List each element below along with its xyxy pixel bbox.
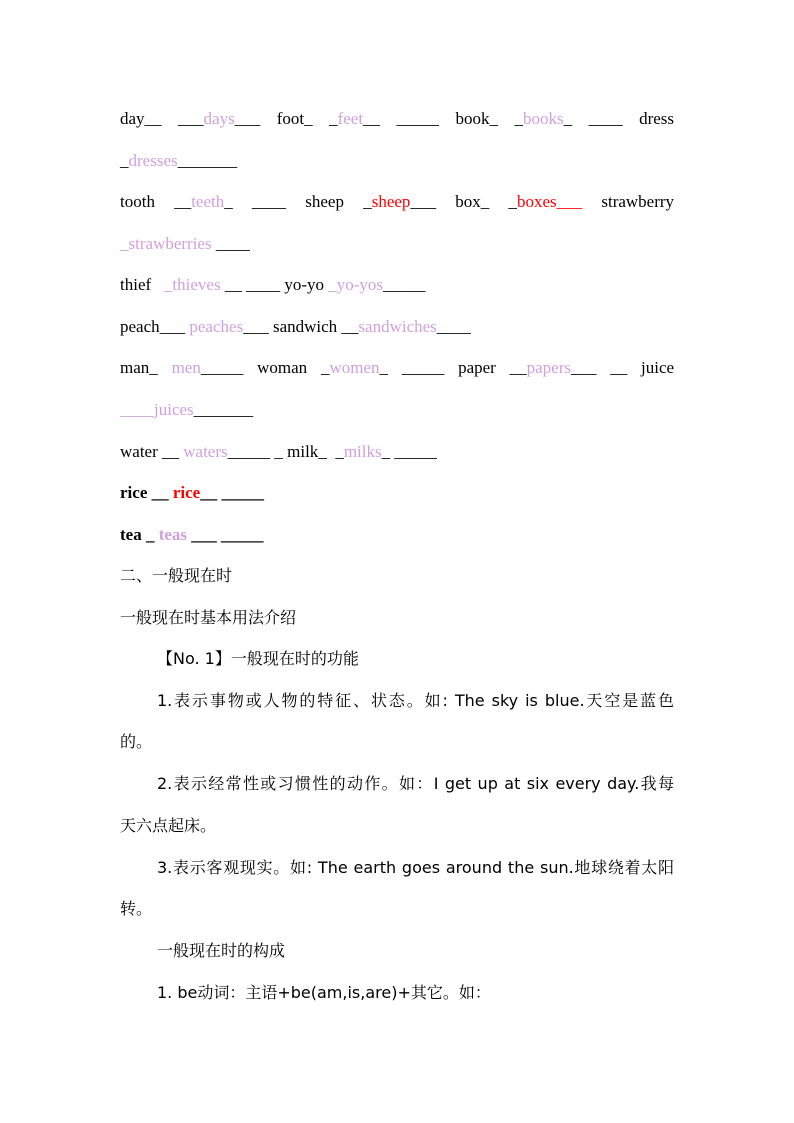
blank: _ _: [318, 442, 344, 461]
section-heading: 二、一般现在时: [120, 566, 233, 585]
blank: ___ _____: [187, 525, 264, 544]
answer-women: women: [329, 358, 380, 377]
blank: ___: [159, 317, 190, 336]
word-foot: foot: [276, 109, 305, 128]
word-tea: tea: [120, 525, 142, 544]
blank: _: [149, 358, 172, 377]
exercise-line-11: [120, 524, 674, 546]
blank: _: [120, 151, 129, 170]
word-water: water: [120, 442, 158, 461]
blank: _ _: [480, 192, 517, 211]
blank: _: [120, 234, 129, 253]
blank: _: [141, 525, 159, 544]
answer-waters: waters: [183, 442, 228, 461]
answer-dresses: dresses: [128, 151, 178, 170]
blank: ____: [120, 400, 154, 419]
blank: _____: [383, 275, 426, 294]
word-dress: dress: [639, 109, 675, 128]
word-yoyo: yo-yo: [284, 275, 324, 294]
blank: __ ___: [144, 109, 204, 128]
blank: ____: [211, 234, 250, 253]
blank: _ ____: [563, 109, 623, 128]
item-3-line-a: 3.表示客观现实。如: The earth goes around the sun.地球绕着太阳: [157, 858, 674, 877]
word-milk: milk: [287, 442, 319, 461]
blank: __ _____: [200, 483, 264, 502]
blank: ___ __: [570, 358, 628, 377]
answer-sandwiches: sandwiches: [358, 317, 437, 336]
word-box: box: [455, 192, 481, 211]
blank: ____: [436, 317, 471, 336]
section-subheading: 一般现在时基本用法介绍: [120, 608, 297, 627]
answer-milks: milks: [343, 442, 382, 461]
answer-sheep: sheep: [371, 192, 411, 211]
answer-thieves: thieves: [172, 275, 221, 294]
word-woman: woman: [257, 358, 308, 377]
exercise-line-4: [120, 233, 674, 255]
blank: __ ____: [220, 275, 281, 294]
blank: _: [151, 275, 173, 294]
answer-strawberries: strawberries: [128, 234, 212, 253]
exercise-line-8: [120, 399, 674, 421]
exercise-line-3: [120, 191, 674, 213]
answer-rice: rice: [172, 483, 201, 502]
structure-heading: 一般现在时的构成: [157, 941, 286, 960]
word-book: book: [455, 109, 490, 128]
word-rice: rice: [120, 483, 148, 502]
answer-teeth: teeth: [191, 192, 225, 211]
exercise-line-1: [120, 108, 674, 130]
blank: _: [323, 275, 337, 294]
answer-days: days: [203, 109, 235, 128]
word-day: day: [120, 109, 145, 128]
answer-peaches: peaches: [189, 317, 244, 336]
answer-boxes: boxes: [516, 192, 557, 211]
blank: __ _____: [363, 109, 440, 128]
blank: _ ____: [224, 192, 286, 211]
item-3-line-b: 转。: [120, 899, 153, 918]
answer-books: books: [523, 109, 564, 128]
item-2-line-a: 2.表示经常性或习惯性的动作。如：I get up at six every day.我每: [157, 774, 674, 793]
answer-feet: feet: [337, 109, 364, 128]
blank: ___: [556, 192, 583, 211]
item-1-line-a: 1.表示事物或人物的特征、状态。如: The sky is blue.天空是蓝色: [157, 691, 674, 710]
blank: _ _: [304, 109, 338, 128]
be-verb-rule: 1. be动词：主语+be(am,is,are)+其它。如：: [157, 983, 491, 1002]
word-thief: thief: [120, 275, 152, 294]
blank: _ _: [489, 109, 523, 128]
item-1-line-b: 的。: [120, 732, 153, 751]
answer-men: men: [171, 358, 201, 377]
blank: _ _____: [379, 358, 445, 377]
exercise-line-7: [120, 357, 674, 379]
blank: _ _____: [381, 442, 437, 461]
blank: _: [307, 358, 330, 377]
blank: __: [157, 442, 184, 461]
word-man: man: [120, 358, 150, 377]
word-strawberry: strawberry: [601, 192, 675, 211]
blank: __: [337, 317, 359, 336]
word-paper: paper: [458, 358, 496, 377]
exercise-line-5: [120, 274, 674, 296]
no1-heading: 【No. 1】一般现在时的功能: [157, 649, 359, 668]
answer-papers: papers: [526, 358, 571, 377]
exercise-line-6: [120, 316, 674, 338]
word-tooth: tooth: [120, 192, 155, 211]
blank: __: [147, 483, 173, 502]
blank: ___: [410, 192, 436, 211]
blank: _______: [177, 151, 238, 170]
exercise-line-10: [120, 482, 674, 504]
answer-yoyos: yo-yos: [336, 275, 384, 294]
word-sheep: sheep: [305, 192, 344, 211]
blank: __: [495, 358, 527, 377]
answer-juices: juices: [154, 400, 194, 419]
blank: _____: [200, 358, 244, 377]
blank: _____ _: [227, 442, 283, 461]
word-peach: peach: [120, 317, 160, 336]
item-2-line-b: 天六点起床。: [120, 816, 217, 835]
blank: _: [343, 192, 372, 211]
blank: ___: [243, 317, 269, 336]
blank: _______: [193, 400, 254, 419]
exercise-line-2: [120, 150, 674, 172]
blank: ___: [234, 109, 261, 128]
blank: __: [154, 192, 192, 211]
answer-teas: teas: [158, 525, 188, 544]
word-sandwich: sandwich: [272, 317, 338, 336]
exercise-line-9: [120, 441, 674, 463]
word-juice: juice: [641, 358, 675, 377]
